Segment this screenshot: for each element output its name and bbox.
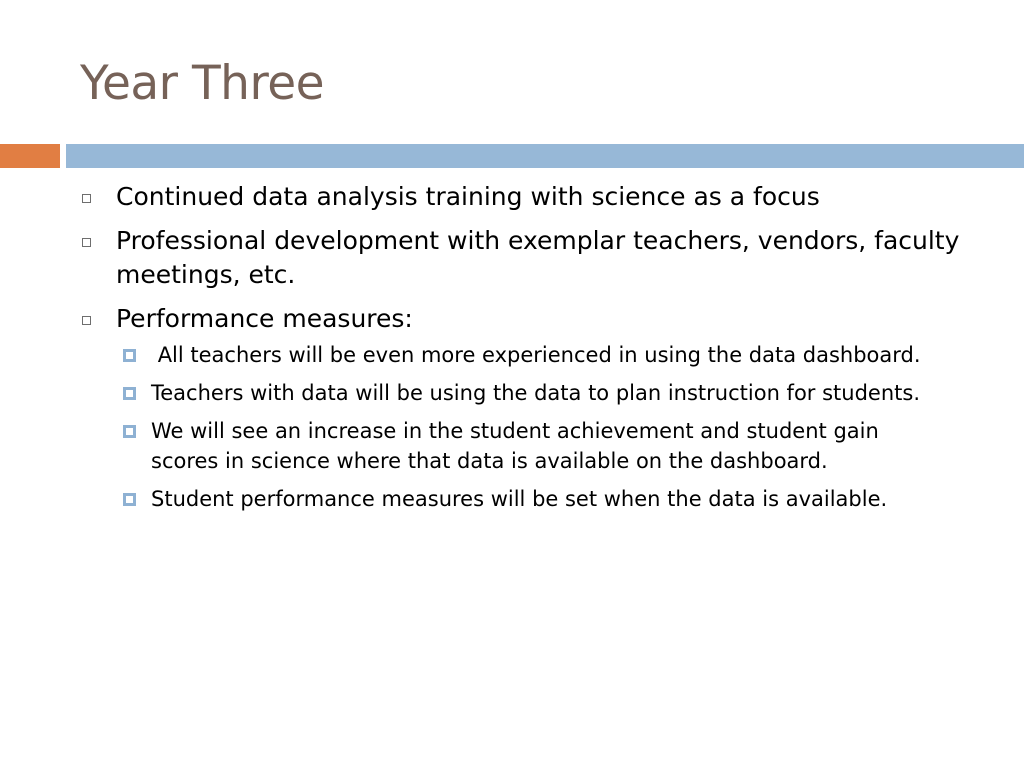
bullet-text: Continued data analysis training with science as a focus: [116, 182, 820, 211]
sub-bullet-item: [151, 378, 951, 408]
sub-bullet-item: [151, 484, 951, 514]
slide-title: Year Three: [80, 56, 325, 111]
sub-bullet-list: [0, 340, 1024, 514]
blue-square-bullet-icon: [123, 493, 136, 506]
bullet-item: [116, 302, 966, 336]
bullet-text: Professional development with exemplar teachers, vendors, faculty meetings, etc.: [116, 226, 960, 289]
bullet-text: Performance measures:: [116, 304, 413, 333]
hollow-square-bullet-icon: [82, 238, 91, 247]
slide-body: [0, 180, 1024, 522]
sub-bullet-text: Teachers with data will be using the data to plan instruction for students.: [151, 381, 921, 405]
sub-bullet-item: [151, 340, 951, 370]
sub-bullet-text: We will see an increase in the student achievement and student gain scores in science where that data is available on the dashboard.: [151, 419, 879, 473]
bullet-item: [116, 180, 966, 214]
bullet-item: [116, 224, 966, 292]
sub-bullet-item: [151, 416, 951, 476]
sub-bullet-text: All teachers will be even more experienced in using the data dashboard.: [151, 343, 921, 367]
hollow-square-bullet-icon: [82, 316, 91, 325]
title-accent-bar: [0, 144, 60, 168]
blue-square-bullet-icon: [123, 349, 136, 362]
sub-bullet-text: Student performance measures will be set when the data is available.: [151, 487, 888, 511]
title-divider-bar: [66, 144, 1024, 168]
blue-square-bullet-icon: [123, 425, 136, 438]
blue-square-bullet-icon: [123, 387, 136, 400]
hollow-square-bullet-icon: [82, 194, 91, 203]
